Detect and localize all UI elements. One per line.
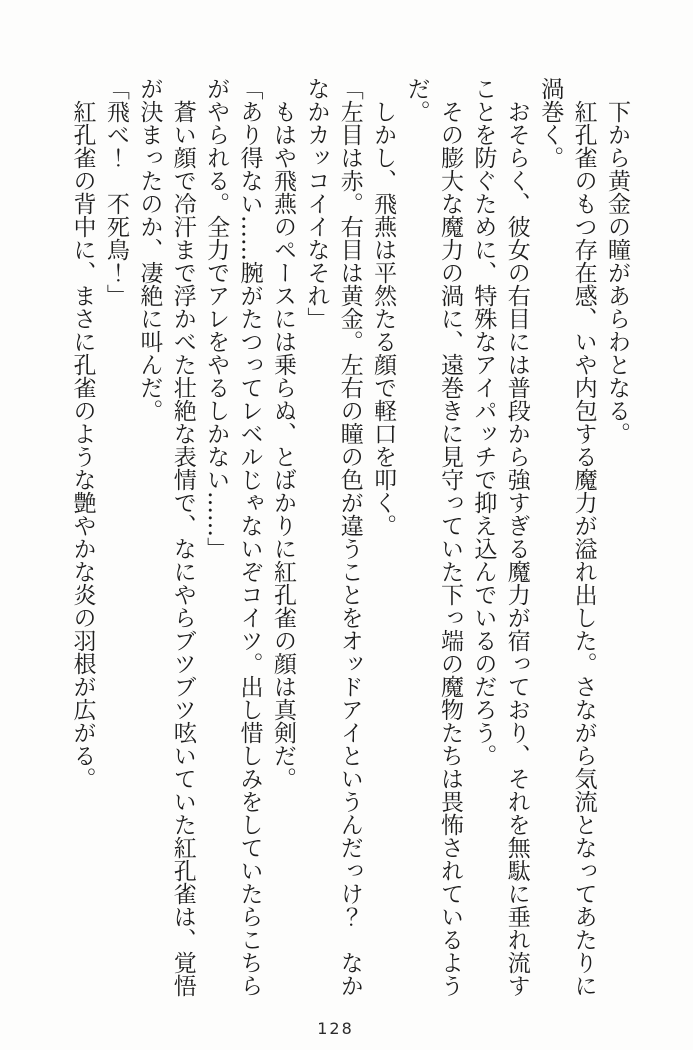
paragraph: 紅孔雀のもつ存在感、いや内包する魔力が溢れ出した。さながら気流となってあたりに渦巻く。 — [537, 77, 597, 997]
paragraph: 下から黄金の瞳があらわとなる。 — [604, 77, 630, 445]
paragraph: 蒼い顔で冷汗まで浮かべた壮絶な表情で、なにやらブツブツ呟いていた紅孔雀は、覚悟が決まったのか、凄絶に叫んだ。 — [136, 77, 196, 997]
paragraph-dialogue: 「飛べ！ 不死鳥！」 — [102, 77, 129, 307]
paragraph: その膨大な魔力の渦に、遠巻きに見守っていた下っ端の魔物たちは畏怖されているようだ。 — [403, 77, 463, 997]
paragraph: もはや飛燕のペースには乗らぬ、とばかりに紅孔雀の顔は真剣だ。 — [269, 77, 296, 790]
paragraph-dialogue: 「左目は赤。右目は黄金。左右の瞳の色が違うことをオッドアイというんだっけ？ なかなかカッコイイなそれ」 — [303, 77, 363, 997]
novel-text-block — [62, 77, 633, 1004]
page-number: 128 — [317, 1019, 354, 1038]
paragraph: 紅孔雀の背中に、まさに孔雀のような艶やかな炎の羽根が広がる。 — [69, 77, 96, 790]
paragraph-dialogue: 「あり得ない……腕がたつってレベルじゃないぞコイツ。出し惜しみをしていたらこちらがやられる。全力でアレをやるしかない……」 — [203, 77, 263, 997]
paragraph: おそらく、彼女の右目には普段から強すぎる魔力が宿っており、それを無駄に垂れ流すことを防ぐために、特殊なアイパッチで抑え込んでいるのだろう。 — [470, 77, 530, 997]
paragraph: しかし、飛燕は平然たる顔で軽口を叩く。 — [370, 77, 397, 537]
